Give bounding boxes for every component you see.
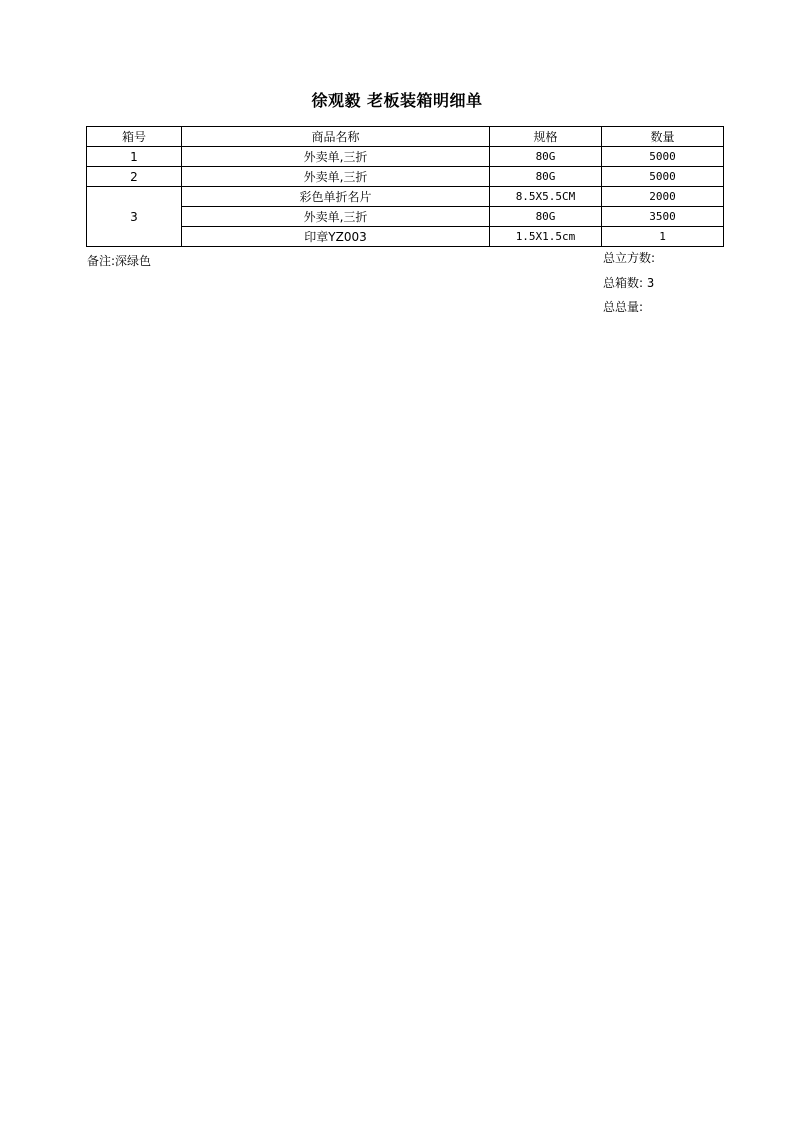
box-no-cell: 3 [87,187,182,247]
box-no-cell: 1 [87,147,182,167]
table-row [87,167,724,187]
table-header-row [87,127,724,147]
spec-cell: 80G [490,207,602,227]
remarks-value: 深绿色 [115,254,152,268]
total-boxes-value: 3 [647,276,655,290]
total-volume-label: 总立方数: [603,251,656,265]
remarks [87,252,151,269]
product-name-cell: 彩色单折名片 [182,187,490,207]
total-boxes-label: 总箱数: [603,276,644,290]
packing-list-table [86,126,724,247]
quantity-cell: 1 [602,227,724,247]
product-name-cell: 外卖单,三折 [182,147,490,167]
remarks-label: 备注: [87,254,116,268]
product-name-cell: 印章YZ003 [182,227,490,247]
document-title: 徐观毅 老板装箱明细单 [311,91,483,110]
table-row [87,147,724,167]
table-row [87,187,724,207]
quantity-cell: 5000 [602,147,724,167]
spec-cell: 8.5X5.5CM [490,187,602,207]
total-weight-label: 总总量: [603,300,644,314]
quantity-cell: 2000 [602,187,724,207]
total-boxes [603,274,654,291]
total-volume [603,249,659,266]
quantity-cell: 5000 [602,167,724,187]
header-quantity: 数量 [602,127,724,147]
product-name-cell: 外卖单,三折 [182,167,490,187]
box-no-cell: 2 [87,167,182,187]
quantity-cell: 3500 [602,207,724,227]
header-product-name: 商品名称 [182,127,490,147]
total-weight [603,298,647,315]
header-spec: 规格 [490,127,602,147]
spec-cell: 80G [490,147,602,167]
spec-cell: 1.5X1.5cm [490,227,602,247]
spec-cell: 80G [490,167,602,187]
table-row [87,207,724,227]
table-row [87,227,724,247]
product-name-cell: 外卖单,三折 [182,207,490,227]
header-box-no: 箱号 [87,127,182,147]
